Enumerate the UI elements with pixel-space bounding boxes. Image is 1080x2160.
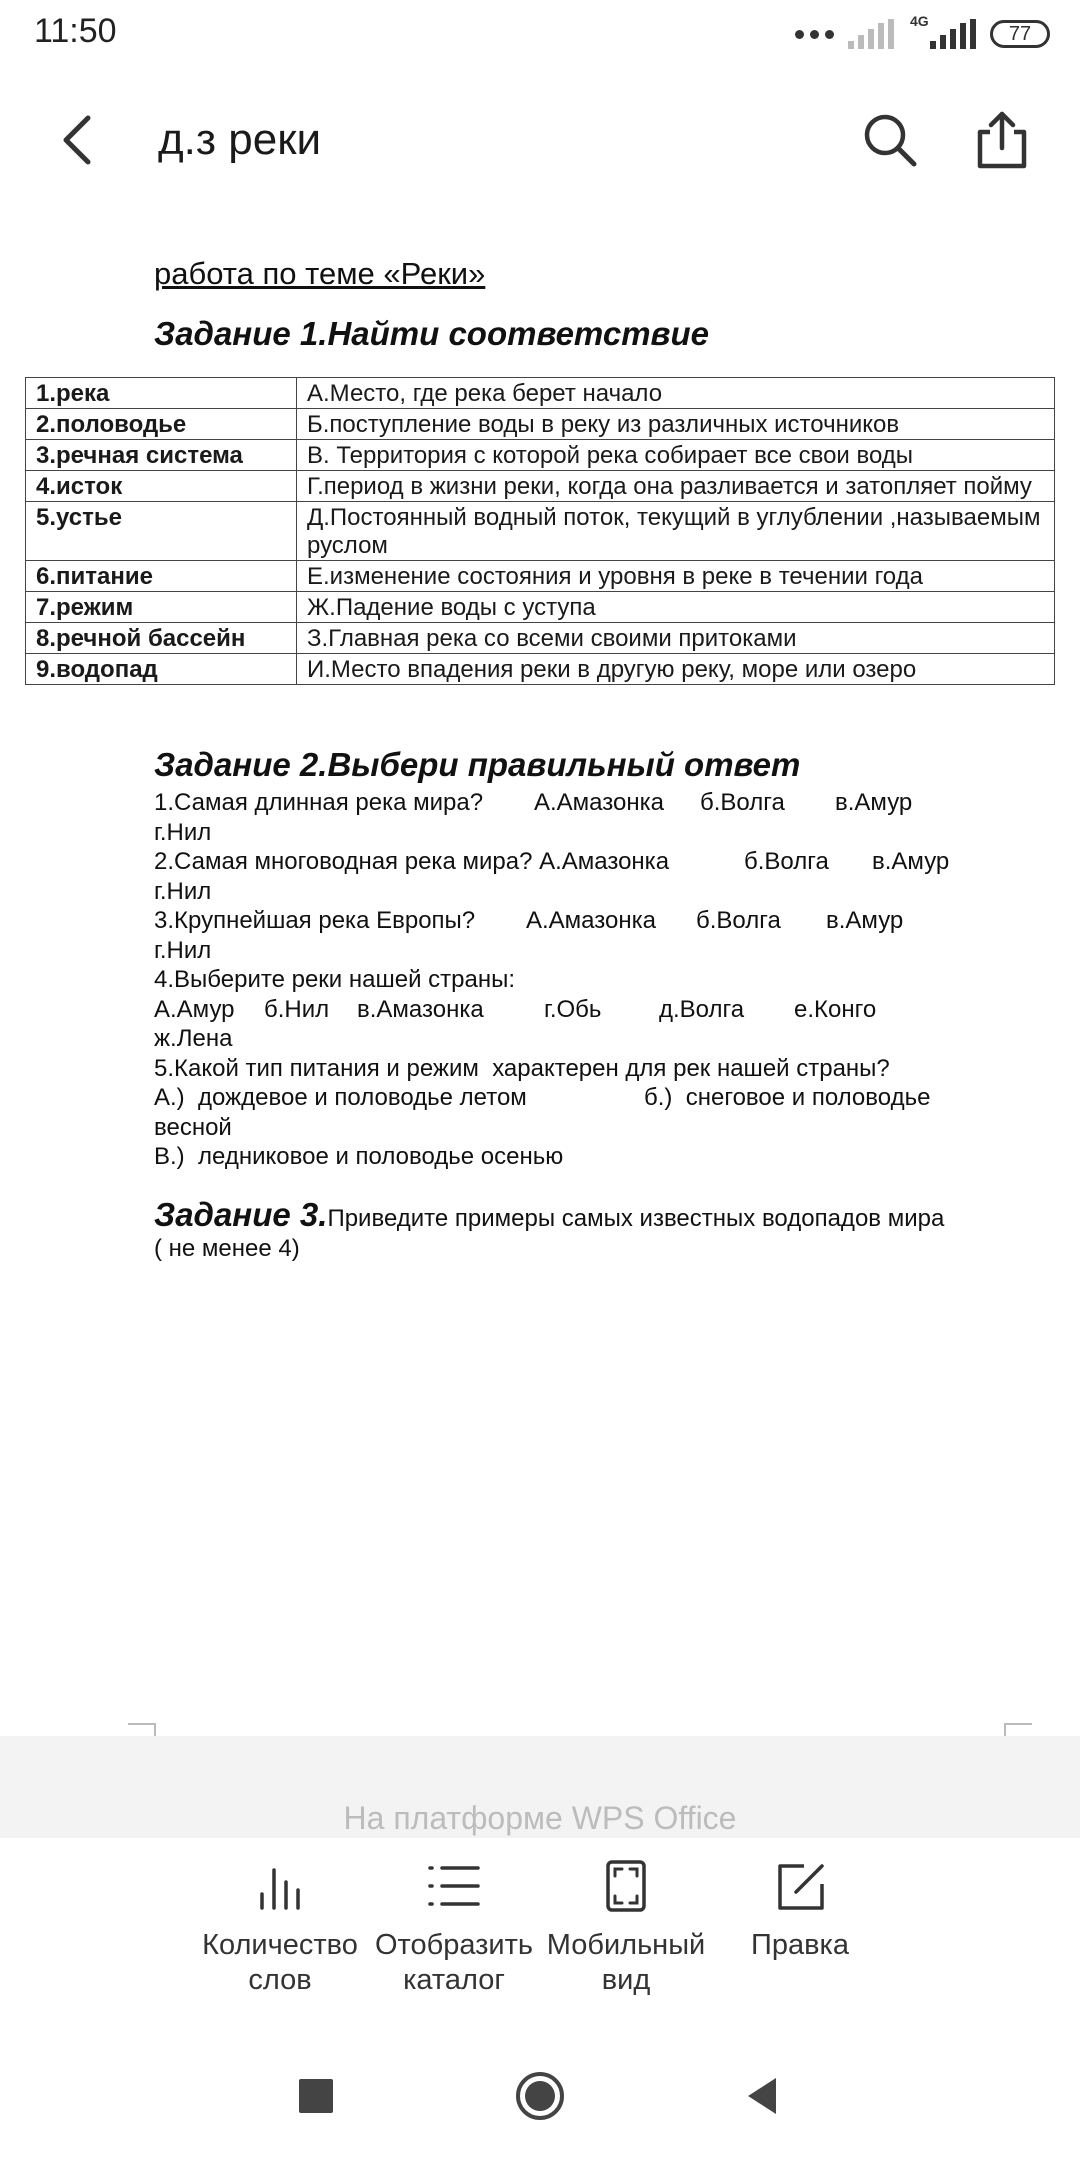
show-catalog-button[interactable] [369, 1856, 539, 1998]
status-icons [795, 14, 1050, 54]
word-count-button[interactable] [195, 1856, 365, 1998]
list-icon [424, 1856, 484, 1916]
battery-icon [990, 20, 1050, 48]
status-time: 11:50 [34, 12, 117, 50]
signal-sim1-icon [848, 19, 894, 49]
table-row: 8.речной бассейн З.Главная река со всеми своими притоками [26, 623, 1055, 654]
task3 [154, 1196, 1014, 1264]
word-count-label: Количество слов [202, 1929, 358, 1996]
app-header [0, 80, 1080, 200]
question-4: 4.Выберите реки нашей страны: [154, 966, 515, 993]
mobile-view-icon [596, 1856, 656, 1916]
document-topic: работа по теме «Реки» [154, 256, 486, 291]
system-navigation-bar [0, 2030, 1080, 2160]
home-icon[interactable] [514, 2070, 566, 2122]
status-bar [0, 0, 1080, 70]
task2-heading: Задание 2.Выбери правильный ответ [154, 746, 801, 783]
table-row: 5.устье Д.Постоянный водный поток, текущий в углублении ,называемым руслом [26, 502, 1055, 561]
edit-label: Правка [751, 1929, 849, 1961]
task2-questions: 1.Самая длинная река мира? А.Амазонка б.Волга в.Амур г.Нил 2.Самая многоводная река мира? А.Амазонка б.Волга в.Амур г.Нил 3.Крупнейшая река Европы? А.Амазонка б.Волга в.Амур г.Нил 4.Выберите реки нашей страны: А.Амур б.Нил в.Амазонка г.Обь д.Волга е.Конго ж.Лена 5.Какой тип питания и режим характерен для рек нашей страны? А.) дождевое и половодье летом б.) снеговое и половодье весной В.) ледниковое и половодье осенью [154, 788, 994, 1172]
bottom-toolbar [0, 1838, 1080, 2031]
mobile-view-button[interactable] [541, 1856, 711, 1998]
question-3: 3.Крупнейшая река Европы? А.Амазонка б.Волга в.Амур [154, 907, 904, 934]
recent-apps-icon[interactable] [290, 2070, 342, 2122]
task3-heading: Задание 3. [154, 1196, 328, 1233]
bar-chart-icon [250, 1856, 310, 1916]
mobile-view-label: Мобильный вид [546, 1929, 706, 1996]
share-icon[interactable] [972, 110, 1032, 170]
signal-sim2-icon [908, 13, 976, 49]
platform-label: На платформе WPS Office [343, 1800, 737, 1836]
table-row: 2.половодье Б.поступление воды в реку из различных источников [26, 409, 1055, 440]
more-notifications-icon [795, 30, 834, 39]
show-catalog-label: Отобразить каталог [374, 1929, 534, 1996]
task3-text: Приведите примеры самых известных водопадов мира [327, 1205, 945, 1232]
edit-icon [770, 1856, 830, 1916]
back-arrow-icon[interactable] [50, 110, 110, 170]
search-icon[interactable] [860, 110, 920, 170]
table-row: 3.речная система В. Территория с которой река собирает все свои воды [26, 440, 1055, 471]
document-title: д.з реки [158, 115, 322, 164]
table-row: 9.водопад И.Место впадения реки в другую реку, море или озеро [26, 654, 1055, 685]
back-nav-icon[interactable] [738, 2070, 790, 2122]
edit-button[interactable] [715, 1856, 885, 1963]
question-5: 5.Какой тип питания и режим характерен для рек нашей страны? [154, 1054, 890, 1082]
task1-heading: Задание 1.Найти соответствие [154, 315, 709, 352]
question-1: 1.Самая длинная река мира? А.Амазонка б.Волга в.Амур [154, 789, 913, 816]
table-row: 7.режим Ж.Падение воды с уступа [26, 592, 1055, 623]
table-row: 6.питание Е.изменение состояния и уровня в реке в течении года [26, 561, 1055, 592]
network-type: 4G [910, 13, 929, 29]
matching-table [25, 377, 1055, 685]
table-row: 4.исток Г.период в жизни реки, когда она разливается и затопляет пойму [26, 471, 1055, 502]
table-row: 1.река А.Место, где река берет начало [26, 378, 1055, 409]
task3-text-cont: ( не менее 4) [154, 1235, 300, 1262]
question-2: 2.Самая многоводная река мира? А.Амазонка б.Волга в.Амур [154, 848, 950, 875]
battery-level: 77 [1008, 22, 1032, 45]
